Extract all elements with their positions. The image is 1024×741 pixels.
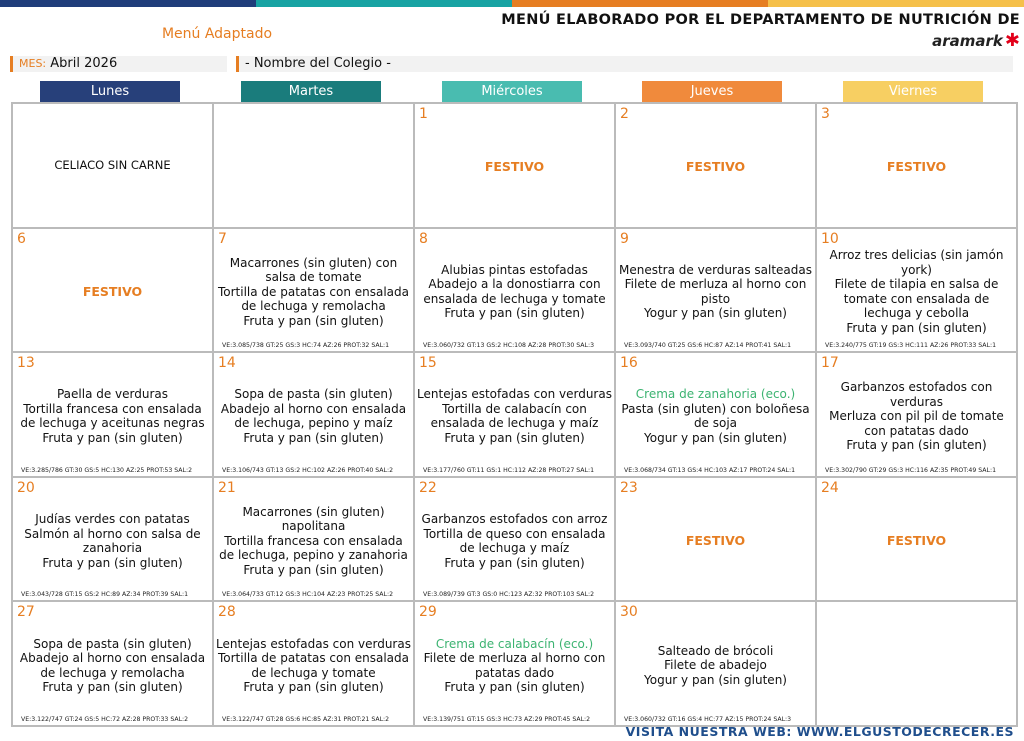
diet-note: CELIACO SIN CARNE — [54, 158, 171, 173]
nutrition-info: VE:3.139/751 GT:15 GS:3 HC:73 AZ:29 PROT:45 SAL:2 — [423, 715, 591, 723]
dish-line: Fruta y pan (sin gluten) — [243, 313, 384, 328]
day-cell — [615, 228, 816, 353]
day-number: 17 — [821, 355, 839, 372]
day-cell — [414, 477, 615, 602]
holiday-label: FESTIVO — [685, 532, 746, 548]
holiday-label: FESTIVO — [484, 159, 545, 175]
day-cell — [615, 352, 816, 477]
holiday-label: FESTIVO — [685, 159, 746, 175]
dish-line: Tortilla de patatas con ensalada de lechuga y tomate — [217, 651, 410, 680]
day-number: 7 — [218, 230, 227, 247]
menu-content — [819, 371, 1014, 462]
day-number: 9 — [620, 230, 629, 247]
page-title: Menú Adaptado — [161, 26, 273, 42]
day-viernes: Viernes — [843, 81, 983, 103]
day-number: 16 — [620, 355, 638, 372]
dish-line: Tortilla francesa con ensalada de lechuga y aceitunas negras — [20, 401, 205, 431]
month-label: MES: — [19, 57, 47, 70]
day-number: 6 — [17, 230, 26, 247]
dish-line: Fruta y pan (sin gluten) — [444, 430, 585, 445]
day-number: 8 — [419, 230, 428, 247]
nutrition-info: VE:3.060/732 GT:13 GS:2 HC:108 AZ:28 PROT:30 SAL:3 — [423, 342, 595, 350]
day-cell — [414, 103, 615, 228]
nutrition-info: VE:3.106/743 GT:13 GS:2 HC:102 AZ:26 PROT:40 SAL:2 — [222, 466, 394, 474]
dish-line: Menestra de verduras salteadas — [619, 262, 812, 277]
dish-line: Tortilla de patatas con ensalada de lechuga y remolacha — [217, 284, 410, 314]
dish-line: Fruta y pan (sin gluten) — [444, 306, 585, 321]
dish-line: Yogur y pan (sin gluten) — [644, 306, 787, 321]
dish-line: Fruta y pan (sin gluten) — [42, 555, 183, 570]
top-color-bar — [0, 0, 1024, 7]
holiday-label: FESTIVO — [886, 159, 947, 175]
day-cell — [816, 601, 1017, 726]
day-number: 24 — [821, 479, 839, 496]
menu-content — [216, 371, 411, 462]
day-cell — [12, 601, 213, 726]
top-bar-segment — [512, 0, 768, 7]
menu-content — [819, 620, 1014, 711]
day-number: 30 — [620, 604, 638, 621]
dish-line: Alubias pintas estofadas — [441, 262, 588, 277]
day-cell — [615, 601, 816, 726]
day-number: 13 — [17, 355, 35, 372]
nutrition-info: VE:3.177/760 GT:11 GS:1 HC:112 AZ:28 PROT:27 SAL:1 — [423, 466, 595, 474]
nutrition-info: VE:3.064/733 GT:12 GS:3 HC:104 AZ:23 PROT:25 SAL:2 — [222, 591, 394, 599]
nutrition-info: VE:3.089/739 GT:3 GS:0 HC:123 AZ:32 PROT:103 SAL:2 — [423, 591, 595, 599]
menu-content — [819, 122, 1014, 213]
dish-line: Garbanzos estofados con verduras — [840, 380, 993, 409]
dish-line: Fruta y pan (sin gluten) — [243, 562, 384, 577]
menu-content — [618, 371, 813, 462]
day-jueves: Jueves — [642, 81, 782, 103]
day-number: 21 — [218, 479, 236, 496]
dish-line: Lentejas estofadas con verduras — [417, 387, 612, 402]
menu-calendar — [11, 102, 1018, 727]
dish-line: Macarrones (sin gluten) con salsa de tomate — [229, 255, 398, 285]
holiday-label: FESTIVO — [886, 532, 947, 548]
day-cell — [414, 352, 615, 477]
school-field: - Nombre del Colegio - — [236, 56, 1013, 72]
eco-dish: Crema de zanahoria (eco.) — [635, 387, 796, 402]
nutrition-info: VE:3.285/786 GT:30 GS:5 HC:130 AZ:25 PROT:53 SAL:2 — [21, 466, 193, 474]
day-miercoles: Miércoles — [442, 81, 582, 103]
dish-line: Filete de merluza al horno con patatas dado — [423, 651, 606, 680]
dish-line: Fruta y pan (sin gluten) — [42, 430, 183, 445]
website-footer: VISITA NUESTRA WEB: WWW.ELGUSTODECRECER.ES — [625, 724, 1014, 739]
menu-content — [618, 247, 813, 338]
day-number: 2 — [620, 106, 629, 122]
dish-line: Fruta y pan (sin gluten) — [243, 430, 384, 445]
day-number: 20 — [17, 479, 35, 496]
menu-content — [819, 496, 1014, 587]
day-cell — [12, 477, 213, 602]
top-bar-segment — [0, 0, 256, 7]
menu-content — [15, 122, 210, 213]
day-martes: Martes — [241, 81, 381, 103]
menu-content — [216, 247, 411, 338]
dish-line: Fruta y pan (sin gluten) — [42, 680, 183, 695]
nutrition-info: VE:3.085/738 GT:25 GS:3 HC:74 AZ:26 PROT:32 SAL:1 — [222, 342, 390, 350]
holiday-label: FESTIVO — [82, 283, 143, 299]
dish-line: Fruta y pan (sin gluten) — [846, 320, 987, 335]
weekday-header — [0, 81, 1024, 103]
nutrition-info: VE:3.302/790 GT:29 GS:3 HC:116 AZ:35 PROT:49 SAL:1 — [825, 466, 997, 474]
dish-line: Tortilla francesa con ensalada de lechuga, pepino y zanahoria — [219, 533, 408, 563]
menu-content — [417, 247, 612, 338]
dish-line: Garbanzos estofados con arroz — [421, 512, 608, 527]
dish-line: Pasta (sin gluten) con boloñesa de soja — [621, 401, 810, 431]
dish-line: Abadejo al horno con ensalada de lechuga y remolacha — [19, 651, 206, 680]
nutrition-info: VE:3.122/747 GT:24 GS:5 HC:72 AZ:28 PROT:33 SAL:2 — [21, 715, 189, 723]
day-cell — [816, 103, 1017, 228]
day-number: 1 — [419, 106, 428, 122]
aramark-logo — [932, 30, 1020, 51]
dish-line: Judías verdes con patatas — [35, 512, 190, 527]
nutrition-info: VE:3.043/728 GT:15 GS:2 HC:89 AZ:34 PROT:39 SAL:1 — [21, 591, 189, 599]
day-number: 27 — [17, 604, 35, 621]
dish-line: Yogur y pan (sin gluten) — [644, 430, 787, 445]
menu-content — [15, 247, 210, 338]
day-cell — [213, 103, 414, 228]
day-number: 28 — [218, 604, 236, 621]
dish-line: Abadejo a la donostiarra con ensalada de lechuga y tomate — [423, 277, 606, 306]
menu-content — [15, 620, 210, 711]
day-cell — [816, 228, 1017, 353]
day-number: 29 — [419, 604, 437, 621]
dish-line: Tortilla de calabacín con ensalada de lechuga y maíz — [430, 401, 599, 431]
dish-line: Salmón al horno con salsa de zanahoria — [24, 526, 201, 556]
eco-dish: Crema de calabacín (eco.) — [435, 636, 594, 651]
dish-line: Abadejo al horno con ensalada de lechuga, pepino y maíz — [220, 401, 407, 431]
menu-content — [216, 620, 411, 711]
menu-content — [417, 496, 612, 587]
dish-line: Arroz tres delicias (sin jamón york) — [829, 248, 1004, 277]
day-cell — [615, 103, 816, 228]
day-cell — [12, 228, 213, 353]
month-field — [10, 56, 227, 72]
dish-line: Tortilla de queso con ensalada de lechuga y maíz — [423, 526, 606, 556]
dish-line: Salteado de brócoli — [657, 643, 774, 658]
nutrition-info: VE:3.093/740 GT:25 GS:6 HC:87 AZ:14 PROT:41 SAL:1 — [624, 342, 792, 350]
menu-content — [216, 122, 411, 213]
menu-content — [417, 371, 612, 462]
day-lunes: Lunes — [40, 81, 180, 103]
top-bar-segment — [768, 0, 1024, 7]
month-value: Abril 2026 — [50, 56, 118, 71]
day-number: 23 — [620, 479, 638, 496]
menu-content — [819, 247, 1014, 338]
menu-content — [618, 496, 813, 587]
day-cell — [12, 103, 213, 228]
dish-line: Sopa de pasta (sin gluten) — [33, 636, 192, 651]
nutrition-info: VE:3.240/775 GT:19 GS:3 HC:111 AZ:26 PROT:33 SAL:1 — [825, 342, 997, 350]
brand-name: aramark — [932, 31, 1003, 50]
dish-line: Filete de abadejo — [664, 658, 767, 673]
day-cell — [213, 228, 414, 353]
dish-line: Macarrones (sin gluten) napolitana — [242, 504, 385, 534]
day-number: 10 — [821, 230, 839, 247]
day-number: 3 — [821, 106, 830, 122]
dish-line: Lentejas estofadas con verduras — [216, 636, 411, 651]
nutrition-info: VE:3.060/732 GT:16 GS:4 HC:77 AZ:15 PROT:24 SAL:3 — [624, 715, 792, 723]
dish-line: Fruta y pan (sin gluten) — [243, 680, 384, 695]
nutrition-info: VE:3.122/747 GT:28 GS:6 HC:85 AZ:31 PROT:21 SAL:2 — [222, 715, 390, 723]
menu-content — [15, 496, 210, 587]
day-cell — [615, 477, 816, 602]
menu-content — [15, 371, 210, 462]
dish-line: Sopa de pasta (sin gluten) — [234, 387, 393, 402]
dish-line: Fruta y pan (sin gluten) — [846, 438, 987, 453]
star-icon: ✱ — [1004, 30, 1020, 51]
day-cell — [414, 601, 615, 726]
department-label: MENÚ ELABORADO POR EL DEPARTAMENTO DE NUTRICIÓN DE — [501, 12, 1020, 28]
dish-line: Filete de merluza al horno con pisto — [624, 277, 807, 306]
dish-line: Merluza con pil pil de tomate con patatas dado — [829, 409, 1004, 438]
top-bar-segment — [256, 0, 512, 7]
menu-content — [618, 620, 813, 711]
day-cell — [816, 477, 1017, 602]
dish-line: Filete de tilapia en salsa de tomate con ensalada de lechuga y cebolla — [834, 277, 999, 321]
dish-line: Fruta y pan (sin gluten) — [444, 555, 585, 570]
menu-content — [417, 620, 612, 711]
menu-content — [417, 122, 612, 213]
day-cell — [414, 228, 615, 353]
day-cell — [816, 352, 1017, 477]
day-cell — [12, 352, 213, 477]
day-cell — [213, 601, 414, 726]
day-cell — [213, 352, 414, 477]
menu-content — [618, 122, 813, 213]
dish-line: Yogur y pan (sin gluten) — [644, 672, 787, 687]
day-number: 14 — [218, 355, 236, 372]
dish-line: Fruta y pan (sin gluten) — [444, 680, 585, 695]
day-number: 15 — [419, 355, 437, 372]
menu-content — [216, 496, 411, 587]
nutrition-info: VE:3.068/734 GT:13 GS:4 HC:103 AZ:17 PROT:24 SAL:1 — [624, 466, 796, 474]
dish-line: Paella de verduras — [56, 387, 169, 402]
day-cell — [213, 477, 414, 602]
day-number: 22 — [419, 479, 437, 496]
